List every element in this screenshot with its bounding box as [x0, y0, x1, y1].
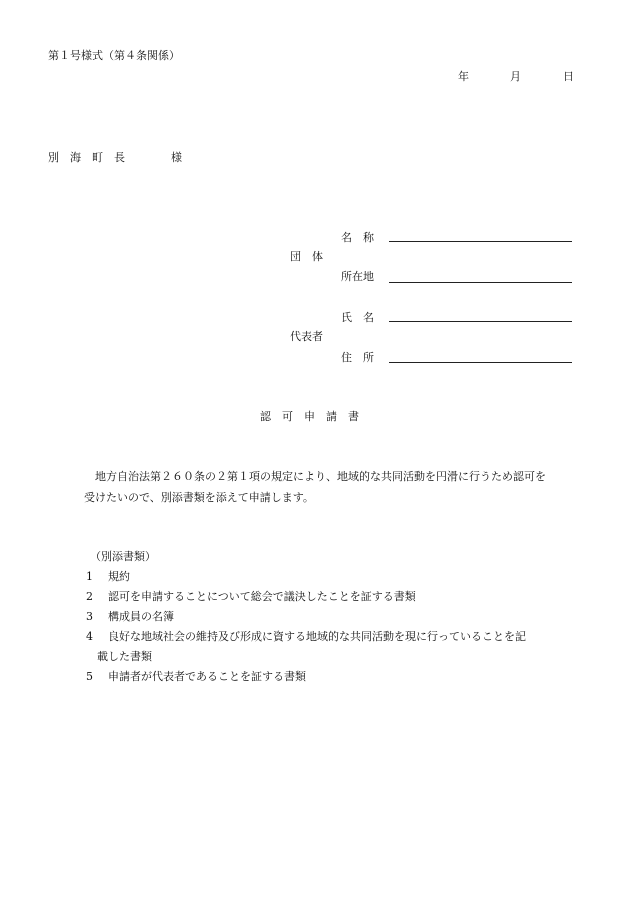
item-text: 構成員の名簿 [108, 610, 174, 623]
address-field[interactable] [389, 282, 572, 283]
item-number: 2 [86, 590, 93, 603]
list-item [86, 567, 576, 587]
item-text: 申請者が代表者であることを証する書類 [108, 670, 306, 683]
item-text-continued: 載した書類 [97, 650, 152, 663]
list-item [86, 587, 576, 607]
list-item [86, 607, 576, 627]
list-item [86, 627, 576, 647]
list-item [86, 667, 576, 687]
date-month: 月 [510, 70, 521, 83]
addressee-name: 別 海 町 長 [48, 151, 125, 164]
addressee-honorific: 様 [171, 151, 182, 164]
item-text: 規約 [108, 570, 130, 583]
address-label: 所在地 [341, 270, 374, 283]
rep-name-label: 氏 名 [341, 311, 374, 324]
date-year: 年 [458, 70, 469, 83]
document-title: 認 可 申 請 書 [260, 410, 359, 423]
item-number: 3 [86, 610, 93, 623]
group-label: 団 体 [290, 250, 323, 263]
item-number: 1 [86, 570, 93, 583]
item-number: 4 [86, 630, 93, 643]
form-label: 第１号様式（第４条関係） [48, 49, 180, 62]
rep-address-label: 住 所 [341, 351, 374, 364]
name-label: 名 称 [341, 231, 374, 244]
list-item-continuation [86, 647, 587, 667]
rep-address-field[interactable] [389, 362, 572, 363]
attachments-heading: （別添書類） [90, 550, 156, 563]
item-number: 5 [86, 670, 93, 683]
date-day: 日 [563, 70, 574, 83]
name-field[interactable] [389, 241, 572, 242]
rep-name-field[interactable] [389, 321, 572, 322]
rep-label: 代表者 [290, 330, 323, 343]
item-text: 認可を申請することについて総会で議決したことを証する書類 [108, 590, 416, 603]
item-text: 良好な地域社会の維持及び形成に資する地域的な共同活動を現に行っていることを記 [108, 630, 526, 643]
body-text: 地方自治法第２６０条の２第１項の規定により、地域的な共同活動を円滑に行うため認可を受けたいので、別添書類を添えて申請します。 [84, 470, 546, 504]
